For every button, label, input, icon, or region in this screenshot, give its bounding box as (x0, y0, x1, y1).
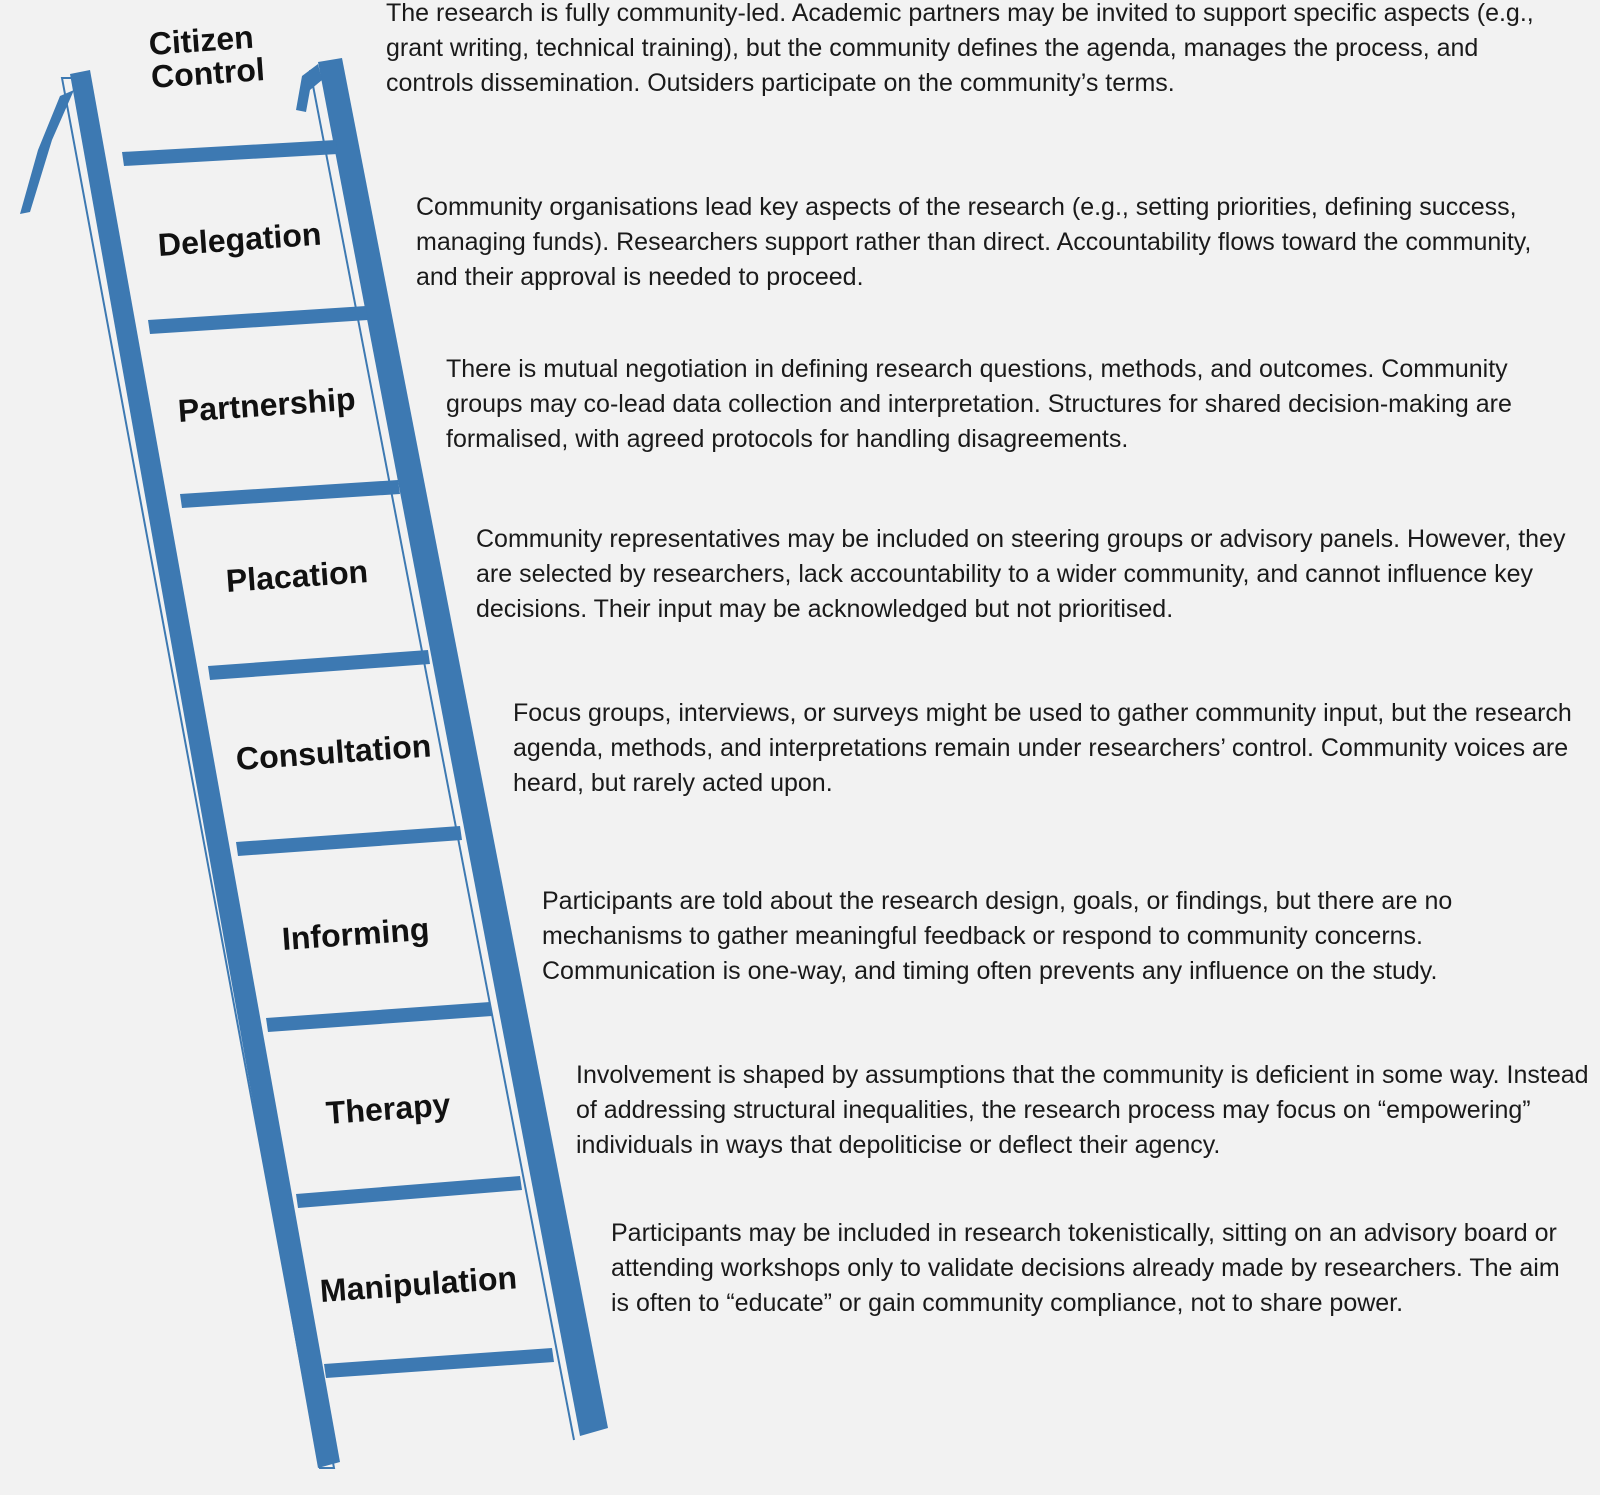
ladder-rung-2 (148, 306, 368, 334)
level-label-informing: Informing (280, 910, 431, 957)
level-label-consultation: Consultation (234, 727, 433, 777)
level-label-partnership: Partnership (176, 380, 357, 429)
ladder-left-rail-top (20, 90, 74, 214)
ladder-rung-7 (296, 1176, 522, 1208)
level-description-delegation: Community organisations lead key aspects of the research (e.g., setting priorities, defining success, managing funds). Researchers support rather than direct. Accountability flows toward the community, and their approval is needed to proceed. (416, 193, 1532, 291)
ladder-rung-3 (180, 480, 400, 508)
ladder-rung-4 (208, 650, 430, 680)
ladder-rung-5 (236, 826, 462, 856)
level-description-informing: Participants are told about the research design, goals, or findings, but there are no mechanisms to gather meaningful feedback or respond to community concerns. Communication is one-way, and timing often prevents any influence on the study. (542, 887, 1453, 985)
level-description-consultation: Focus groups, interviews, or surveys might be used to gather community input, but the research agenda, methods, and interpretations remain under researchers’ control. Community voices are heard, but rarely acted upon. (513, 699, 1572, 797)
level-description-citizen-control: The research is fully community-led. Academic partners may be invited to support specific aspects (e.g., grant writing, technical training), but the community defines the agenda, manages the process, and controls dissemination. Outsiders participate on the community’s terms. (386, 0, 1534, 97)
level-label-placation: Placation (224, 553, 370, 599)
level-label-delegation: Delegation (156, 215, 323, 263)
level-description-manipulation: Participants may be included in research tokenistically, sitting on an advisory board or attending workshops only to validate decisions already made by researchers. The aim is often to “educate” or gain community compliance, not to share power. (611, 1219, 1560, 1317)
level-description-partnership: There is mutual negotiation in defining research questions, methods, and outcomes. Community groups may co-lead data collection and interpretation. Structures for shared decision-making are formalised, with agreed protocols for handling disagreements. (446, 355, 1512, 453)
ladder-rung-1 (122, 140, 338, 166)
ladder-right-rail-hook (296, 64, 322, 112)
ladder-rung-6 (266, 1002, 492, 1032)
level-description-placation: Community representatives may be included on steering groups or advisory panels. However, they are selected by researchers, lack accountability to a wider community, and cannot influence key decisions. Their input may be acknowledged but not prioritised. (476, 525, 1566, 623)
level-label-therapy: Therapy (324, 1086, 452, 1131)
level-label-citizen-control: Citizen Control (147, 18, 266, 95)
level-description-therapy: Involvement is shaped by assumptions that the community is deficient in some way. Instead of addressing structural inequalities, the research process may focus on “empowering” individuals in ways that depoliticise or deflect their agency. (576, 1061, 1589, 1159)
level-label-manipulation: Manipulation (318, 1259, 519, 1309)
ladder-rung-8 (324, 1348, 554, 1378)
